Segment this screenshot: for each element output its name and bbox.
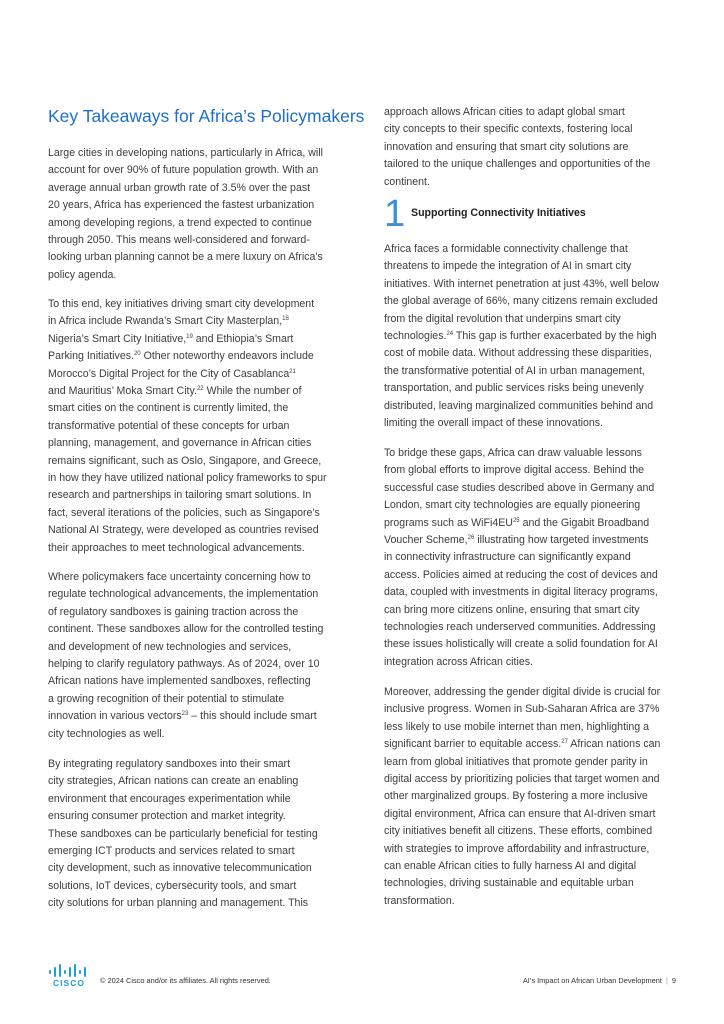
left-paragraph-1 (48, 145, 323, 284)
text-run: African nations can (567, 738, 661, 751)
text-line: approach allows African cities to adapt global smart (384, 106, 625, 118)
footnote-ref-21[interactable]: 21 (289, 368, 296, 375)
text-line (48, 383, 327, 400)
text-line: technologies, driving sustainable and equitable urban (384, 877, 634, 890)
text-line: from the digital revolution that underpins smart city (384, 312, 621, 325)
text-line: limiting the overall impact of these innovations. (384, 417, 604, 430)
footnote-ref-26[interactable]: 26 (467, 535, 475, 542)
text-line: By integrating regulatory sandboxes into their smart (48, 758, 291, 770)
text-line: London, smart city technologies are equally pioneering (384, 499, 641, 512)
left-paragraph-2 (48, 296, 327, 557)
text-line: digital access by prioritizing policies that target women and (384, 773, 660, 786)
text-line: smart cities on the continent is currently limited, the (48, 402, 289, 415)
text-line: their approaches to meet technological advancements. (48, 541, 305, 554)
text-line: through 2050. This means well-considered and forward- (48, 234, 310, 247)
text-line: Moreover, addressing the gender digital divide is crucial for (384, 686, 661, 698)
text-run: and Ethiopia’s Smart (192, 332, 294, 345)
text-line: successful case studies described above in Germany and (384, 481, 655, 494)
text-line: inclusive progress. Women in Sub-Saharan Africa are 37% (384, 703, 660, 716)
text-line (384, 736, 660, 753)
text-line: transportation, and public services risks being unevenly (384, 382, 644, 395)
footnote-ref-24[interactable]: 24 (446, 331, 454, 338)
text-line: these issues holistically will create a solid foundation for AI (384, 638, 658, 651)
text-line: ensuring consumer protection and market integrity. (48, 810, 286, 823)
text-run: technologies. (384, 330, 447, 343)
footnote-ref-25[interactable]: 25 (512, 517, 520, 524)
text-line: Large cities in developing nations, particularly in Africa, will (48, 147, 323, 159)
text-line: planning, management, and governance in African cities (48, 437, 312, 450)
text-line: To bridge these gaps, Africa can draw valuable lessons (384, 447, 642, 459)
text-line: emerging ICT products and services related to smart (48, 845, 295, 858)
text-line (48, 366, 327, 383)
text-line: in how they have utilized national policy frameworks to spur (48, 472, 327, 485)
text-line: innovation and ensuring that smart city solutions are (384, 140, 629, 153)
text-line: Africa faces a formidable connectivity challenge that (384, 243, 628, 255)
page-title: Key Takeaways for Africa’s Policymakers (48, 106, 365, 126)
text-line: digital environment, Africa can ensure that AI-driven smart (384, 807, 656, 820)
document-title: AI’s Impact on African Urban Development (522, 976, 662, 985)
right-paragraph-0 (384, 104, 650, 191)
text-line: the transformative potential of AI in urban management, (384, 364, 645, 377)
text-line: 20 years, Africa has experienced the fastest urbanization (48, 199, 315, 212)
text-line: continent. (384, 175, 430, 188)
left-paragraph-4 (48, 756, 318, 913)
text-line (384, 532, 658, 549)
text-line: transformative potential of these concepts for urban (48, 419, 290, 432)
text-line: less likely to use mobile internet than men, highlighting a (384, 720, 649, 733)
text-line: integration across African cities. (384, 655, 533, 668)
text-line: tailored to the unique challenges and opportunities of the (384, 158, 651, 171)
left-paragraph-3 (48, 569, 323, 743)
text-line: the global average of 66%, many citizens remain excluded (384, 295, 658, 308)
text-run: innovation in various vectors (48, 710, 182, 723)
footer-separator: | (665, 976, 668, 985)
text-line: account for over 90% of future population growth. With an (48, 164, 319, 177)
text-line: To this end, key initiatives driving smart city development (48, 298, 315, 310)
cisco-logo-text: CISCO (53, 978, 85, 988)
right-paragraph-3 (384, 684, 660, 910)
text-line (48, 331, 327, 348)
text-run: programs such as WiFi4EU (384, 516, 513, 529)
text-run: and Mauritius’ Moka Smart City. (48, 385, 197, 398)
text-line (384, 328, 659, 345)
text-line: can bring more citizens online, ensuring that smart city (384, 603, 640, 616)
text-line: cost of mobile data. Without addressing these disparities, (384, 347, 652, 360)
text-line: in connectivity infrastructure can significantly expand (384, 551, 631, 564)
footnote-ref-22[interactable]: 22 (196, 386, 204, 393)
footnote-ref-19[interactable]: 19 (186, 333, 193, 340)
text-line: research and partnerships in tailoring smart solutions. In (48, 489, 312, 502)
text-line: initiatives. With internet penetration at just 43%, well below (384, 277, 659, 290)
text-line: average annual urban growth rate of 3.5% over the past (48, 181, 311, 194)
text-line (48, 348, 327, 365)
text-run: and the Gigabit Broadband (519, 516, 650, 529)
text-line: among developing regions, a trend expected to continue (48, 216, 312, 229)
text-line: of regulatory sandboxes is gaining traction across the (48, 605, 299, 618)
text-line: African nations have implemented sandboxes, reflecting (48, 675, 311, 688)
text-run: While the number of (203, 385, 302, 398)
text-run: Voucher Scheme, (384, 534, 468, 547)
text-line: regulate technological advancements, the implementation (48, 588, 319, 601)
text-line: solutions, IoT devices, cybersecurity tools, and smart (48, 879, 297, 892)
text-line: transformation. (384, 894, 455, 907)
text-line: and development of new technologies and services, (48, 640, 292, 653)
text-line: distributed, leaving marginalized communities behind and (384, 399, 654, 412)
text-line: remains significant, such as Oslo, Singapore, and Greece, (48, 454, 322, 467)
section-number: 1 (384, 193, 406, 235)
page-number: 9 (671, 976, 676, 985)
text-line (48, 708, 323, 725)
right-paragraph-2 (384, 445, 658, 671)
text-line: learn from global initiatives that promote gender parity in (384, 755, 648, 768)
text-line: technologies reach underserved communities. Addressing (384, 621, 656, 634)
text-line: can enable African cities to fully harness AI and digital (384, 860, 637, 873)
text-line: city development, such as innovative telecommunication (48, 862, 312, 875)
text-line: continent. These sandboxes allow for the controlled testing (48, 623, 324, 636)
text-line: access. Policies aimed at reducing the cost of devices and (384, 568, 658, 581)
text-line: These sandboxes can be particularly beneficial for testing (48, 827, 318, 840)
text-line: city technologies as well. (48, 727, 165, 740)
text-line: a growing recognition of their potential to stimulate (48, 692, 285, 705)
text-run: This gap is further exacerbated by the high (453, 330, 657, 343)
text-line: looking urban planning cannot be a mere luxury on Africa’s (48, 251, 323, 264)
text-line: city solutions for urban planning and management. This (48, 897, 309, 910)
text-line: from global efforts to improve digital access. Behind the (384, 464, 645, 477)
text-line: National AI Strategy, were developed as countries revised (48, 524, 319, 537)
footnote-ref-23[interactable]: 23 (181, 711, 189, 718)
text-line (48, 313, 327, 330)
copyright-notice: © 2024 Cisco and/or its affiliates. All rights reserved. (100, 976, 271, 985)
text-run: significant barrier to equitable access. (384, 738, 562, 751)
text-line: threatens to impede the integration of AI in smart city (384, 260, 632, 273)
text-line: helping to clarify regulatory pathways. As of 2024, over 10 (48, 658, 320, 671)
text-line: city strategies, African nations can create an enabling (48, 775, 299, 788)
text-line: data, coupled with investments in digital literacy programs, (384, 586, 658, 599)
text-run: Other noteworthy endeavors include (140, 350, 314, 363)
text-line: Where policymakers face uncertainty concerning how to (48, 571, 311, 583)
text-line: other marginalized groups. By fostering a more inclusive (384, 790, 648, 803)
footer-doc-info (523, 976, 676, 985)
text-line (384, 515, 658, 532)
text-line: city initiatives benefit all citizens. These efforts, combined (384, 825, 653, 838)
text-line: fact, several iterations of the policies, such as Singapore’s (48, 506, 320, 519)
text-run: in Africa include Rwanda’s Smart City Masterplan, (48, 315, 283, 328)
right-paragraph-1 (384, 241, 659, 432)
text-run: Parking Initiatives. (48, 350, 134, 363)
text-run: Nigeria’s Smart City Initiative, (48, 332, 187, 345)
text-run: – this should include smart (188, 710, 317, 723)
text-line: environment that encourages experimentation while (48, 792, 291, 805)
text-line: with strategies to improve affordability and infrastructure, (384, 842, 650, 855)
footnote-ref-20[interactable]: 20 (133, 351, 141, 358)
footnote-ref-27[interactable]: 27 (561, 739, 568, 746)
footnote-ref-18[interactable]: 18 (282, 316, 289, 323)
text-run: Morocco’s Digital Project for the City of Casablanca (48, 367, 290, 380)
section-heading: Supporting Connectivity Initiatives (411, 207, 586, 219)
text-line: policy agenda. (48, 268, 117, 281)
text-run: illustrating how targeted investments (474, 534, 649, 547)
text-line: city concepts to their specific contexts, fostering local (384, 123, 633, 136)
